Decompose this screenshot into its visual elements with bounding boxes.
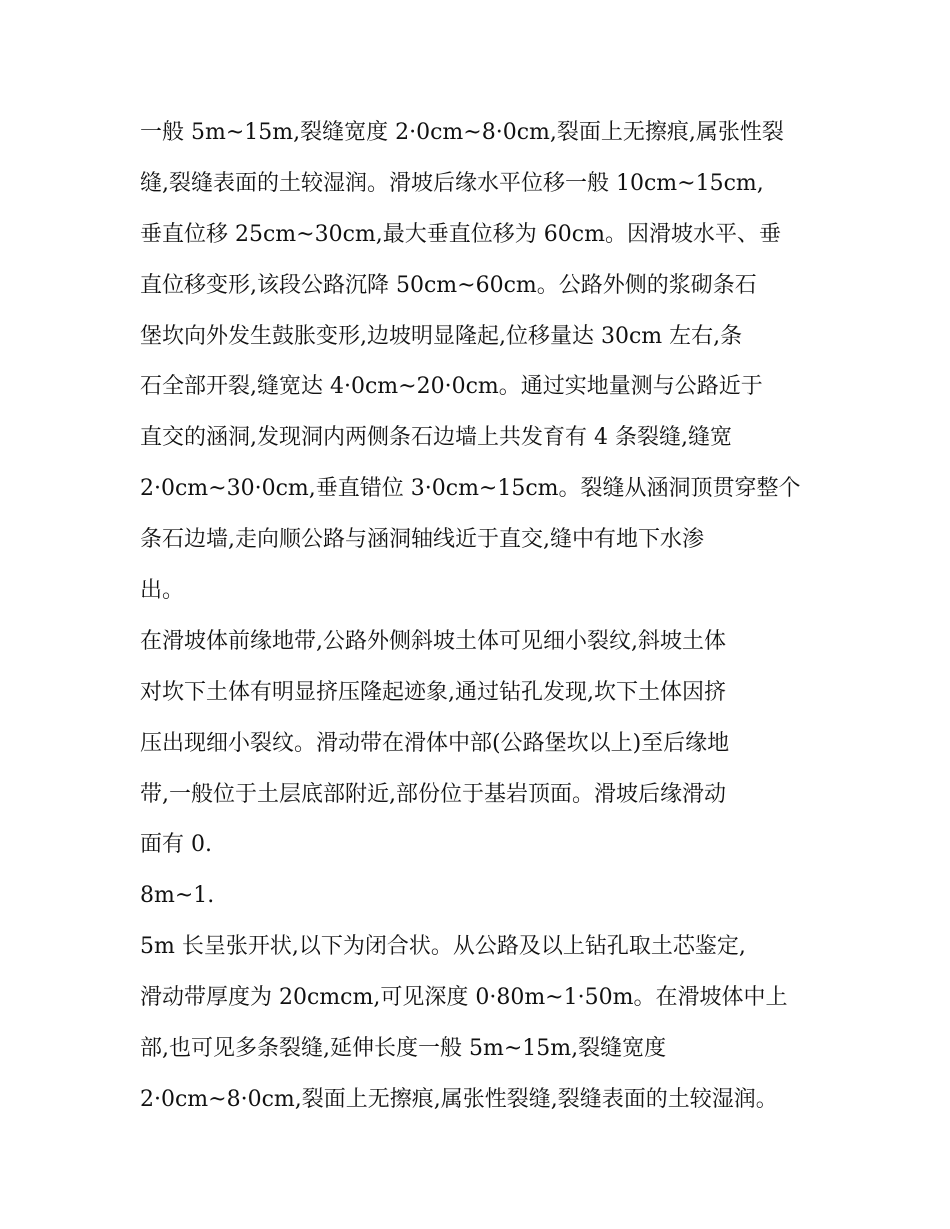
- text-line-11: 在滑坡体前缘地带,公路外侧斜坡土体可见细小裂纹,斜坡土体: [140, 628, 726, 654]
- text-line-9: 条石边墙,走向顺公路与涵洞轴线近于直交,缝中有地下水渗: [140, 527, 704, 553]
- text-line-12: 对坎下土体有明显挤压隆起迹象,通过钻孔发现,坎下土体因挤: [140, 679, 726, 705]
- body-text: [140, 108, 820, 1126]
- text-line-20: 2·0cm~8·0cm,裂面上无擦痕,属张性裂缝,裂缝表面的土较湿润。: [140, 1086, 778, 1112]
- text-line-13: 压出现细小裂纹。滑动带在滑体中部(公路堡坎以上)至后缘地: [140, 730, 730, 756]
- text-line-10: 出。: [140, 578, 185, 604]
- text-line-5: 堡坎向外发生鼓胀变形,边坡明显隆起,位移量达 30cm 左右,条: [140, 323, 743, 349]
- text-line-2: 缝,裂缝表面的土较湿润。滑坡后缘水平位移一般 10cm~15cm,: [140, 170, 764, 196]
- text-line-18: 滑动带厚度为 20cmcm,可见深度 0·80m~1·50m。在滑坡体中上: [140, 985, 788, 1011]
- text-line-14: 带,一般位于土层底部附近,部份位于基岩顶面。滑坡后缘滑动: [140, 781, 726, 807]
- text-line-16: 8m~1.: [140, 883, 215, 909]
- text-line-1: 一般 5m~15m,裂缝宽度 2·0cm~8·0cm,裂面上无擦痕,属张性裂: [140, 120, 784, 145]
- text-line-19: 部,也可见多条裂缝,延伸长度一般 5m~15m,裂缝宽度: [140, 1036, 667, 1062]
- text-line-17: 5m 长呈张开状,以下为闭合状。从公路及以上钻孔取土芯鉴定,: [140, 934, 746, 960]
- text-line-4: 直位移变形,该段公路沉降 50cm~60cm。公路外侧的浆砌条石: [140, 272, 757, 298]
- text-line-15: 面有 0.: [140, 832, 212, 858]
- text-line-3: 垂直位移 25cm~30cm,最大垂直位移为 60cm。因滑坡水平、垂: [140, 221, 781, 247]
- text-line-7: 直交的涵洞,发现洞内两侧条石边墙上共发育有 4 条裂缝,缝宽: [140, 425, 732, 451]
- text-line-6: 石全部开裂,缝宽达 4·0cm~20·0cm。通过实地量测与公路近于: [140, 374, 763, 400]
- text-line-8: 2·0cm~30·0cm,垂直错位 3·0cm~15cm。裂缝从涵洞顶贯穿整个: [140, 476, 801, 502]
